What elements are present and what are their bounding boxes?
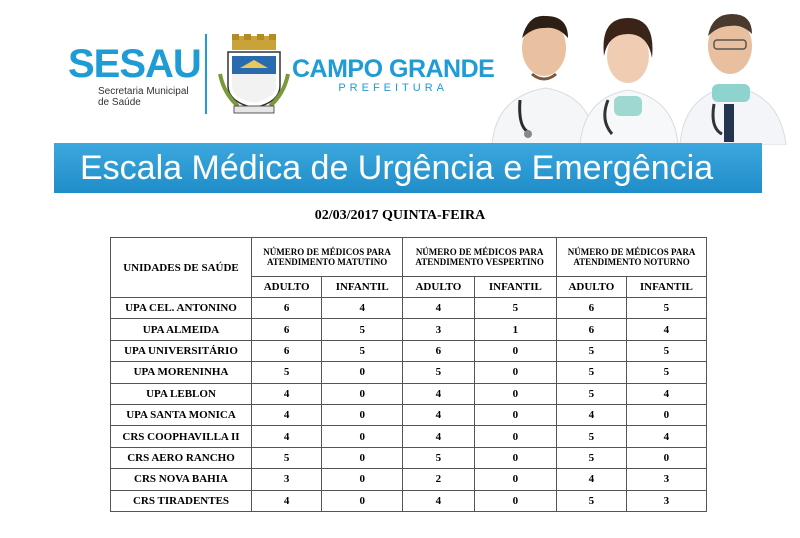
unit-name: UPA SANTA MONICA: [111, 404, 252, 425]
table-cell: 5: [557, 362, 627, 383]
table-cell: 6: [252, 340, 322, 361]
table-cell: 0: [474, 490, 556, 511]
table-cell: 3: [403, 319, 475, 340]
table-cell: 4: [557, 404, 627, 425]
afternoon-child-header: INFANTIL: [474, 277, 556, 298]
unit-name: UPA MORENINHA: [111, 362, 252, 383]
table-cell: 0: [474, 383, 556, 404]
unit-name: UPA UNIVERSITÁRIO: [111, 340, 252, 361]
table-cell: 0: [626, 447, 706, 468]
table-cell: 4: [403, 426, 475, 447]
table-cell: 5: [322, 319, 403, 340]
table-cell: 5: [557, 490, 627, 511]
unit-name: CRS TIRADENTES: [111, 490, 252, 511]
table-row: [111, 362, 707, 383]
night-child-header: INFANTIL: [626, 277, 706, 298]
table-cell: 0: [322, 362, 403, 383]
table-cell: 5: [557, 340, 627, 361]
table-cell: 0: [626, 404, 706, 425]
table-cell: 0: [322, 383, 403, 404]
table-cell: 4: [403, 383, 475, 404]
table-cell: 4: [322, 298, 403, 319]
table-cell: 5: [557, 426, 627, 447]
table-cell: 6: [557, 298, 627, 319]
table-cell: 0: [322, 447, 403, 468]
doctor-figure-3: [680, 14, 786, 145]
table-cell: 4: [252, 383, 322, 404]
city-subtitle: PREFEITURA: [338, 82, 449, 94]
table-cell: 0: [474, 340, 556, 361]
table-cell: 5: [626, 298, 706, 319]
table-cell: 6: [252, 298, 322, 319]
table-cell: 0: [322, 426, 403, 447]
table-cell: 5: [557, 447, 627, 468]
table-cell: 6: [403, 340, 475, 361]
doctors-photo: [488, 0, 800, 145]
morning-adult-header: ADULTO: [252, 277, 322, 298]
table-cell: 1: [474, 319, 556, 340]
table-cell: 5: [403, 362, 475, 383]
doctor-figure-1: [492, 16, 596, 145]
table-cell: 3: [252, 469, 322, 490]
table-row: [111, 426, 707, 447]
table-cell: 0: [322, 469, 403, 490]
table-row: [111, 404, 707, 425]
table-row: [111, 298, 707, 319]
table-cell: 0: [474, 404, 556, 425]
unit-name: UPA CEL. ANTONINO: [111, 298, 252, 319]
table-cell: 5: [322, 340, 403, 361]
table-cell: 5: [252, 447, 322, 468]
table-cell: 6: [252, 319, 322, 340]
page-banner: Escala Médica de Urgência e Emergência: [54, 143, 762, 193]
unit-name: CRS NOVA BAHIA: [111, 469, 252, 490]
doctor-figure-2: [580, 18, 678, 145]
table-row: [111, 319, 707, 340]
table-cell: 4: [626, 319, 706, 340]
table-row: [111, 469, 707, 490]
table-cell: 0: [322, 404, 403, 425]
table-cell: 4: [403, 490, 475, 511]
table-cell: 5: [252, 362, 322, 383]
unit-name: CRS COOPHAVILLA II: [111, 426, 252, 447]
afternoon-group-header: NÚMERO DE MÉDICOS PARA ATENDIMENTO VESPERTINO: [403, 238, 557, 277]
table-row: [111, 490, 707, 511]
table-cell: 2: [403, 469, 475, 490]
night-adult-header: ADULTO: [557, 277, 627, 298]
table-cell: 4: [252, 490, 322, 511]
city-crest-icon: [218, 34, 290, 114]
table-cell: 5: [626, 362, 706, 383]
sesau-subtitle: [98, 86, 228, 108]
table-cell: 5: [474, 298, 556, 319]
table-cell: 4: [403, 298, 475, 319]
table-cell: 5: [557, 383, 627, 404]
table-cell: 0: [474, 447, 556, 468]
table-row: [111, 447, 707, 468]
campo-grande-logo: [292, 56, 494, 94]
table-cell: 0: [474, 362, 556, 383]
table-cell: 3: [626, 469, 706, 490]
table-cell: 4: [626, 383, 706, 404]
unit-column-header: UNIDADES DE SAÚDE: [111, 238, 252, 298]
table-cell: 6: [557, 319, 627, 340]
night-group-header: NÚMERO DE MÉDICOS PARA ATENDIMENTO NOTURNO: [557, 238, 707, 277]
table-row: [111, 340, 707, 361]
table-cell: 4: [557, 469, 627, 490]
schedule-table: [110, 237, 707, 512]
table-cell: 4: [626, 426, 706, 447]
table-cell: 0: [474, 426, 556, 447]
afternoon-adult-header: ADULTO: [403, 277, 475, 298]
sesau-wordmark: SESAU: [68, 42, 201, 86]
table-cell: 4: [252, 404, 322, 425]
sesau-logo: [68, 42, 201, 108]
table-cell: 5: [626, 340, 706, 361]
header: [0, 0, 800, 187]
sesau-subtitle-line-1: Secretaria Municipal: [98, 86, 189, 97]
table-cell: 5: [403, 447, 475, 468]
table-cell: 4: [403, 404, 475, 425]
table-cell: 3: [626, 490, 706, 511]
logo-divider: [205, 34, 207, 114]
unit-name: UPA ALMEIDA: [111, 319, 252, 340]
sesau-subtitle-line-2: de Saúde: [98, 97, 141, 108]
morning-group-header: NÚMERO DE MÉDICOS PARA ATENDIMENTO MATUTINO: [252, 238, 403, 277]
morning-child-header: INFANTIL: [322, 277, 403, 298]
schedule-date: 02/03/2017 QUINTA-FEIRA: [314, 208, 486, 223]
table-cell: 0: [322, 490, 403, 511]
unit-name: CRS AERO RANCHO: [111, 447, 252, 468]
table-group-header-row: [111, 238, 707, 277]
unit-name: UPA LEBLON: [111, 383, 252, 404]
table-row: [111, 383, 707, 404]
table-cell: 4: [252, 426, 322, 447]
city-name: CAMPO GRANDE: [292, 55, 495, 83]
table-cell: 0: [474, 469, 556, 490]
